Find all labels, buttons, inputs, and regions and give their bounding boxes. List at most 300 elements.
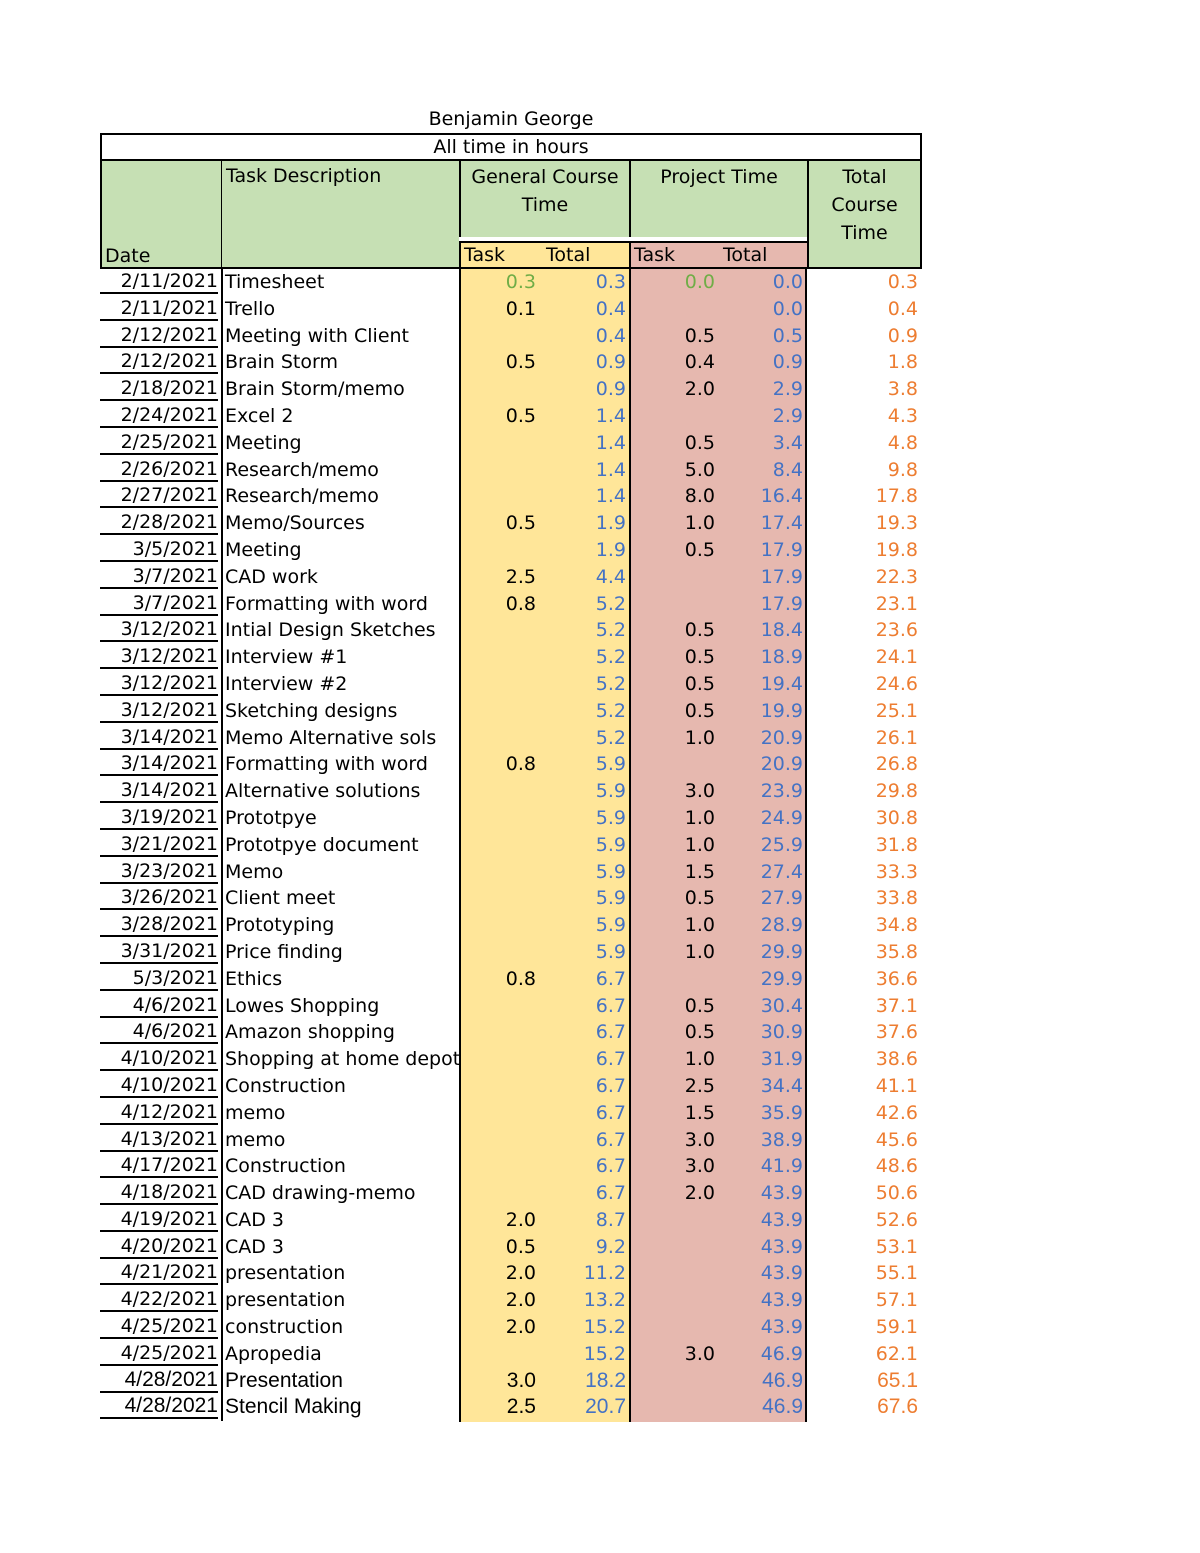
cell-task-description: presentation <box>221 1287 345 1314</box>
cell-general-total: 11.2 <box>583 1262 626 1285</box>
cell-general-total: 5.9 <box>595 753 626 776</box>
header-general-course-time <box>459 159 631 237</box>
header-general-line1: General Course <box>471 166 619 188</box>
cell-project-task: 0.5 <box>684 672 715 695</box>
cell-date: 3/14/2021 <box>100 725 218 750</box>
table-row <box>100 483 922 510</box>
cell-total-course-time: 52.6 <box>875 1208 918 1231</box>
cell-task-description: Intial Design Sketches <box>221 617 436 644</box>
cell-general-total: 6.7 <box>595 1101 626 1124</box>
cell-task-description: Excel 2 <box>221 403 293 430</box>
cell-task-description: Interview #2 <box>221 671 347 698</box>
cell-project-task: 2.0 <box>684 1182 715 1205</box>
header-date-label: Date <box>105 245 151 267</box>
subheader-project-total: Total <box>723 244 768 266</box>
cell-project-total: 43.9 <box>760 1208 803 1231</box>
table-row <box>100 617 922 644</box>
cell-general-total: 6.7 <box>595 1128 626 1151</box>
cell-general-task: 2.0 <box>505 1262 536 1285</box>
cell-general-total: 5.9 <box>595 860 626 883</box>
table-row <box>100 1019 922 1046</box>
cell-project-total: 17.9 <box>760 538 803 561</box>
cell-project-task: 2.0 <box>684 378 715 401</box>
cell-task-description: Sketching designs <box>221 698 397 725</box>
cell-total-course-time: 0.9 <box>887 324 918 347</box>
cell-date: 2/12/2021 <box>100 323 218 348</box>
cell-project-task: 0.5 <box>684 646 715 669</box>
subheader-project <box>631 241 807 267</box>
cell-total-course-time: 55.1 <box>875 1262 918 1285</box>
table-row <box>100 269 922 296</box>
cell-general-total: 9.2 <box>595 1235 626 1258</box>
cell-project-total: 43.9 <box>760 1289 803 1312</box>
cell-date: 4/21/2021 <box>100 1260 218 1285</box>
table-row <box>100 832 922 859</box>
cell-task-description: Ethics <box>221 966 282 993</box>
cell-date: 2/18/2021 <box>100 376 218 401</box>
cell-project-total: 46.9 <box>762 1368 803 1392</box>
header-total-line3: Time <box>841 222 888 244</box>
cell-project-total: 17.9 <box>760 592 803 615</box>
cell-project-total: 29.9 <box>760 967 803 990</box>
cell-project-task: 3.0 <box>684 1128 715 1151</box>
cell-project-task: 1.0 <box>684 1048 715 1071</box>
cell-project-total: 34.4 <box>760 1074 803 1097</box>
cell-project-total: 30.9 <box>760 1021 803 1044</box>
cell-total-course-time: 24.1 <box>875 646 918 669</box>
cell-project-total: 2.9 <box>772 404 803 427</box>
cell-general-task: 0.5 <box>505 1235 536 1258</box>
cell-task-description: CAD drawing-memo <box>221 1180 416 1207</box>
cell-date: 4/20/2021 <box>100 1234 218 1259</box>
cell-general-total: 5.9 <box>595 780 626 803</box>
cell-task-description: Construction <box>221 1073 346 1100</box>
cell-general-total: 0.4 <box>595 324 626 347</box>
cell-project-total: 24.9 <box>760 806 803 829</box>
cell-total-course-time: 19.8 <box>875 538 918 561</box>
cell-task-description: Trello <box>221 296 275 323</box>
cell-project-task: 0.5 <box>684 1021 715 1044</box>
cell-task-description: CAD 3 <box>221 1234 284 1261</box>
cell-total-course-time: 45.6 <box>875 1128 918 1151</box>
cell-general-total: 13.2 <box>583 1289 626 1312</box>
cell-general-total: 6.7 <box>595 1048 626 1071</box>
cell-project-task: 0.5 <box>684 324 715 347</box>
cell-total-course-time: 50.6 <box>875 1182 918 1205</box>
cell-task-description: Interview #1 <box>221 644 347 671</box>
cell-date: 4/10/2021 <box>100 1046 218 1071</box>
cell-general-total: 6.7 <box>595 967 626 990</box>
subheader-general <box>459 241 631 267</box>
cell-general-task: 2.5 <box>506 1395 536 1419</box>
table-body <box>100 269 922 1421</box>
cell-general-total: 0.4 <box>595 297 626 320</box>
cell-task-description: Client meet <box>221 885 335 912</box>
cell-general-total: 8.7 <box>595 1208 626 1231</box>
header-task-description-label: Task Description <box>226 165 382 187</box>
cell-date: 2/25/2021 <box>100 430 218 455</box>
cell-date: 4/25/2021 <box>100 1341 218 1366</box>
cell-date: 3/12/2021 <box>100 671 218 696</box>
sheet-title: Benjamin George <box>428 108 594 130</box>
table-row <box>100 430 922 457</box>
cell-total-course-time: 67.6 <box>877 1395 918 1419</box>
table-row <box>100 805 922 832</box>
cell-general-task: 2.0 <box>505 1289 536 1312</box>
cell-total-course-time: 9.8 <box>887 458 918 481</box>
cell-total-course-time: 22.3 <box>875 565 918 588</box>
cell-general-task: 2.0 <box>505 1316 536 1339</box>
table-row <box>100 644 922 671</box>
cell-general-task: 0.3 <box>505 271 536 293</box>
cell-task-description: Apropedia <box>221 1341 322 1368</box>
cell-task-description: Brain Storm/memo <box>221 376 405 403</box>
table-row <box>100 671 922 698</box>
cell-project-total: 46.9 <box>760 1342 803 1365</box>
cell-date: 3/7/2021 <box>100 591 218 616</box>
table-row <box>100 912 922 939</box>
cell-general-total: 1.4 <box>595 458 626 481</box>
cell-project-total: 43.9 <box>760 1262 803 1285</box>
cell-general-total: 0.9 <box>595 351 626 374</box>
cell-project-task: 0.5 <box>684 699 715 722</box>
cell-total-course-time: 29.8 <box>875 780 918 803</box>
cell-project-task: 0.5 <box>684 431 715 454</box>
cell-general-total: 5.2 <box>595 619 626 642</box>
cell-project-total: 2.9 <box>772 378 803 401</box>
cell-project-total: 0.0 <box>772 271 803 293</box>
cell-task-description: presentation <box>221 1260 345 1287</box>
cell-general-task: 0.5 <box>505 404 536 427</box>
cell-general-total: 1.4 <box>595 485 626 508</box>
cell-task-description: Brain Storm <box>221 349 338 376</box>
cell-total-course-time: 37.6 <box>875 1021 918 1044</box>
cell-project-total: 17.4 <box>760 512 803 535</box>
cell-general-total: 6.7 <box>595 1074 626 1097</box>
cell-general-total: 5.9 <box>595 833 626 856</box>
cell-general-task: 3.0 <box>506 1368 536 1392</box>
cell-total-course-time: 31.8 <box>875 833 918 856</box>
cell-general-task: 0.8 <box>505 753 536 776</box>
cell-project-total: 17.9 <box>760 565 803 588</box>
cell-general-total: 4.4 <box>595 565 626 588</box>
table-row <box>100 778 922 805</box>
subheader-general-task: Task <box>464 244 506 266</box>
cell-general-total: 18.2 <box>585 1368 626 1392</box>
cell-project-total: 19.4 <box>760 672 803 695</box>
cell-project-total: 43.9 <box>760 1316 803 1339</box>
cell-date: 3/31/2021 <box>100 939 218 964</box>
cell-date: 4/18/2021 <box>100 1180 218 1205</box>
cell-general-total: 5.2 <box>595 726 626 749</box>
cell-project-task: 2.5 <box>684 1074 715 1097</box>
table-row <box>100 751 922 778</box>
cell-general-total: 15.2 <box>583 1316 626 1339</box>
cell-task-description: Lowes Shopping <box>221 993 379 1020</box>
cell-task-description: Stencil Making <box>221 1394 362 1421</box>
cell-general-total: 5.9 <box>595 887 626 910</box>
cell-project-task: 0.5 <box>684 538 715 561</box>
cell-project-total: 18.4 <box>760 619 803 642</box>
cell-task-description: memo <box>221 1100 285 1127</box>
cell-date: 3/14/2021 <box>100 751 218 776</box>
cell-task-description: Memo Alternative sols <box>221 725 436 752</box>
cell-project-total: 25.9 <box>760 833 803 856</box>
cell-total-course-time: 33.8 <box>875 887 918 910</box>
cell-project-total: 43.9 <box>760 1182 803 1205</box>
cell-date: 2/27/2021 <box>100 483 218 508</box>
table-row <box>100 939 922 966</box>
cell-date: 2/11/2021 <box>100 296 218 321</box>
cell-total-course-time: 38.6 <box>875 1048 918 1071</box>
cell-total-course-time: 30.8 <box>875 806 918 829</box>
cell-general-task: 0.8 <box>505 592 536 615</box>
header-total-line1: Total <box>842 166 887 188</box>
cell-general-total: 0.3 <box>595 271 626 293</box>
cell-general-total: 1.4 <box>595 431 626 454</box>
cell-total-course-time: 42.6 <box>875 1101 918 1124</box>
cell-project-total: 0.9 <box>772 351 803 374</box>
cell-project-total: 27.4 <box>760 860 803 883</box>
cell-project-total: 46.9 <box>762 1395 803 1419</box>
cell-general-task: 0.8 <box>505 967 536 990</box>
cell-task-description: Formatting with word <box>221 751 428 778</box>
table-row <box>100 725 922 752</box>
cell-date: 4/19/2021 <box>100 1207 218 1232</box>
cell-task-description: Shopping at home depot <box>221 1046 460 1073</box>
cell-project-total: 30.4 <box>760 994 803 1017</box>
cell-project-total: 19.9 <box>760 699 803 722</box>
cell-total-course-time: 65.1 <box>877 1368 918 1392</box>
table-row <box>100 1260 922 1287</box>
cell-total-course-time: 1.8 <box>887 351 918 374</box>
cell-task-description: Prototpye document <box>221 832 419 859</box>
cell-project-task: 0.5 <box>684 619 715 642</box>
cell-date: 4/6/2021 <box>100 1019 218 1044</box>
cell-project-task: 3.0 <box>684 780 715 803</box>
table-row <box>100 1341 922 1368</box>
cell-project-total: 16.4 <box>760 485 803 508</box>
cell-project-task: 1.0 <box>684 833 715 856</box>
cell-total-course-time: 4.8 <box>887 431 918 454</box>
cell-total-course-time: 26.1 <box>875 726 918 749</box>
cell-date: 3/12/2021 <box>100 698 218 723</box>
cell-date: 4/6/2021 <box>100 993 218 1018</box>
cell-total-course-time: 37.1 <box>875 994 918 1017</box>
cell-date: 4/10/2021 <box>100 1073 218 1098</box>
cell-total-course-time: 33.3 <box>875 860 918 883</box>
cell-general-total: 6.7 <box>595 1021 626 1044</box>
cell-project-total: 0.0 <box>772 297 803 320</box>
table-row <box>100 376 922 403</box>
header-task-description <box>221 159 459 269</box>
cell-project-total: 38.9 <box>760 1128 803 1151</box>
cell-date: 4/25/2021 <box>100 1314 218 1339</box>
cell-project-total: 27.9 <box>760 887 803 910</box>
cell-date: 3/12/2021 <box>100 617 218 642</box>
cell-project-task: 3.0 <box>684 1155 715 1178</box>
subheader-total <box>807 241 922 267</box>
cell-task-description: Research/memo <box>221 457 379 484</box>
cell-general-total: 6.7 <box>595 1182 626 1205</box>
cell-date: 3/12/2021 <box>100 644 218 669</box>
cell-total-course-time: 26.8 <box>875 753 918 776</box>
cell-date: 5/3/2021 <box>100 966 218 991</box>
table-row <box>100 323 922 350</box>
cell-general-total: 20.7 <box>585 1395 626 1419</box>
table-row <box>100 1127 922 1154</box>
cell-project-task: 1.0 <box>684 726 715 749</box>
header-general-line2: Time <box>521 194 569 216</box>
cell-task-description: Alternative solutions <box>221 778 420 805</box>
cell-project-total: 8.4 <box>772 458 803 481</box>
cell-date: 2/28/2021 <box>100 510 218 535</box>
cell-date: 2/11/2021 <box>100 269 218 294</box>
cell-task-description: Meeting <box>221 537 302 564</box>
cell-total-course-time: 57.1 <box>875 1289 918 1312</box>
table-row <box>100 966 922 993</box>
cell-total-course-time: 19.3 <box>875 512 918 535</box>
cell-total-course-time: 25.1 <box>875 699 918 722</box>
cell-project-total: 28.9 <box>760 914 803 937</box>
cell-task-description: Prototyping <box>221 912 334 939</box>
cell-general-total: 5.2 <box>595 646 626 669</box>
cell-task-description: Meeting <box>221 430 302 457</box>
table-row <box>100 1180 922 1207</box>
cell-project-total: 23.9 <box>760 780 803 803</box>
cell-task-description: Formatting with word <box>221 591 428 618</box>
table-row <box>100 1100 922 1127</box>
cell-task-description: CAD 3 <box>221 1207 284 1234</box>
cell-date: 4/28/2021 <box>100 1394 218 1419</box>
cell-project-task: 1.5 <box>684 1101 715 1124</box>
cell-task-description: CAD work <box>221 564 318 591</box>
cell-date: 2/12/2021 <box>100 349 218 374</box>
cell-date: 3/7/2021 <box>100 564 218 589</box>
cell-project-task: 0.5 <box>684 994 715 1017</box>
cell-project-task: 3.0 <box>684 1342 715 1365</box>
cell-project-total: 3.4 <box>772 431 803 454</box>
cell-date: 4/12/2021 <box>100 1100 218 1125</box>
cell-total-course-time: 24.6 <box>875 672 918 695</box>
cell-date: 3/26/2021 <box>100 885 218 910</box>
cell-general-task: 0.5 <box>505 351 536 374</box>
cell-project-total: 20.9 <box>760 753 803 776</box>
table-row <box>100 564 922 591</box>
table-row <box>100 1368 922 1395</box>
cell-date: 4/28/2021 <box>100 1368 218 1393</box>
cell-general-task: 0.1 <box>505 297 536 320</box>
cell-general-total: 1.4 <box>595 404 626 427</box>
cell-total-course-time: 48.6 <box>875 1155 918 1178</box>
table-row <box>100 403 922 430</box>
header-date <box>100 159 221 269</box>
cell-general-total: 5.2 <box>595 699 626 722</box>
cell-total-course-time: 53.1 <box>875 1235 918 1258</box>
cell-project-total: 43.9 <box>760 1235 803 1258</box>
cell-total-course-time: 34.8 <box>875 914 918 937</box>
header-project-time <box>631 159 807 237</box>
cell-date: 3/5/2021 <box>100 537 218 562</box>
cell-task-description: Memo <box>221 859 283 886</box>
cell-task-description: Memo/Sources <box>221 510 365 537</box>
cell-date: 2/26/2021 <box>100 457 218 482</box>
table-row <box>100 698 922 725</box>
cell-date: 4/13/2021 <box>100 1127 218 1152</box>
table-row <box>100 1394 922 1421</box>
cell-total-course-time: 62.1 <box>875 1342 918 1365</box>
subheader-project-task: Task <box>634 244 676 266</box>
header-total-line2: Course <box>831 194 898 216</box>
cell-total-course-time: 3.8 <box>887 378 918 401</box>
table-row <box>100 457 922 484</box>
cell-general-total: 5.2 <box>595 592 626 615</box>
cell-task-description: Meeting with Client <box>221 323 409 350</box>
table-row <box>100 349 922 376</box>
cell-total-course-time: 59.1 <box>875 1316 918 1339</box>
cell-total-course-time: 0.4 <box>887 297 918 320</box>
cell-project-total: 29.9 <box>760 940 803 963</box>
cell-project-task: 0.0 <box>684 271 715 293</box>
cell-date: 3/21/2021 <box>100 832 218 857</box>
cell-task-description: Research/memo <box>221 483 379 510</box>
cell-total-course-time: 36.6 <box>875 967 918 990</box>
cell-project-total: 31.9 <box>760 1048 803 1071</box>
cell-project-total: 20.9 <box>760 726 803 749</box>
cell-general-total: 6.7 <box>595 994 626 1017</box>
cell-project-total: 18.9 <box>760 646 803 669</box>
cell-project-task: 1.0 <box>684 940 715 963</box>
cell-general-total: 5.9 <box>595 806 626 829</box>
cell-total-course-time: 35.8 <box>875 940 918 963</box>
cell-date: 4/17/2021 <box>100 1153 218 1178</box>
subheader-general-total: Total <box>546 244 591 266</box>
cell-project-total: 41.9 <box>760 1155 803 1178</box>
cell-task-description: Presentation <box>221 1368 343 1395</box>
cell-date: 3/14/2021 <box>100 778 218 803</box>
cell-total-course-time: 17.8 <box>875 485 918 508</box>
cell-task-description: memo <box>221 1127 285 1154</box>
cell-project-total: 0.5 <box>772 324 803 347</box>
table-row <box>100 993 922 1020</box>
cell-general-task: 2.5 <box>505 565 536 588</box>
cell-project-task: 0.4 <box>684 351 715 374</box>
cell-general-total: 5.9 <box>595 940 626 963</box>
table-row <box>100 296 922 323</box>
table-row <box>100 1046 922 1073</box>
cell-date: 3/23/2021 <box>100 859 218 884</box>
table-row <box>100 1207 922 1234</box>
table-row <box>100 1073 922 1100</box>
table-row <box>100 510 922 537</box>
cell-project-task: 1.0 <box>684 806 715 829</box>
cell-total-course-time: 23.1 <box>875 592 918 615</box>
cell-date: 3/19/2021 <box>100 805 218 830</box>
table-row <box>100 1314 922 1341</box>
cell-general-total: 1.9 <box>595 512 626 535</box>
cell-general-total: 1.9 <box>595 538 626 561</box>
cell-task-description: Price finding <box>221 939 343 966</box>
cell-task-description: Timesheet <box>221 269 324 296</box>
cell-project-total: 35.9 <box>760 1101 803 1124</box>
cell-project-task: 8.0 <box>684 485 715 508</box>
cell-task-description: Construction <box>221 1153 346 1180</box>
cell-general-task: 2.0 <box>505 1208 536 1231</box>
table-row <box>100 537 922 564</box>
cell-total-course-time: 4.3 <box>887 404 918 427</box>
table-row <box>100 859 922 886</box>
cell-date: 3/28/2021 <box>100 912 218 937</box>
